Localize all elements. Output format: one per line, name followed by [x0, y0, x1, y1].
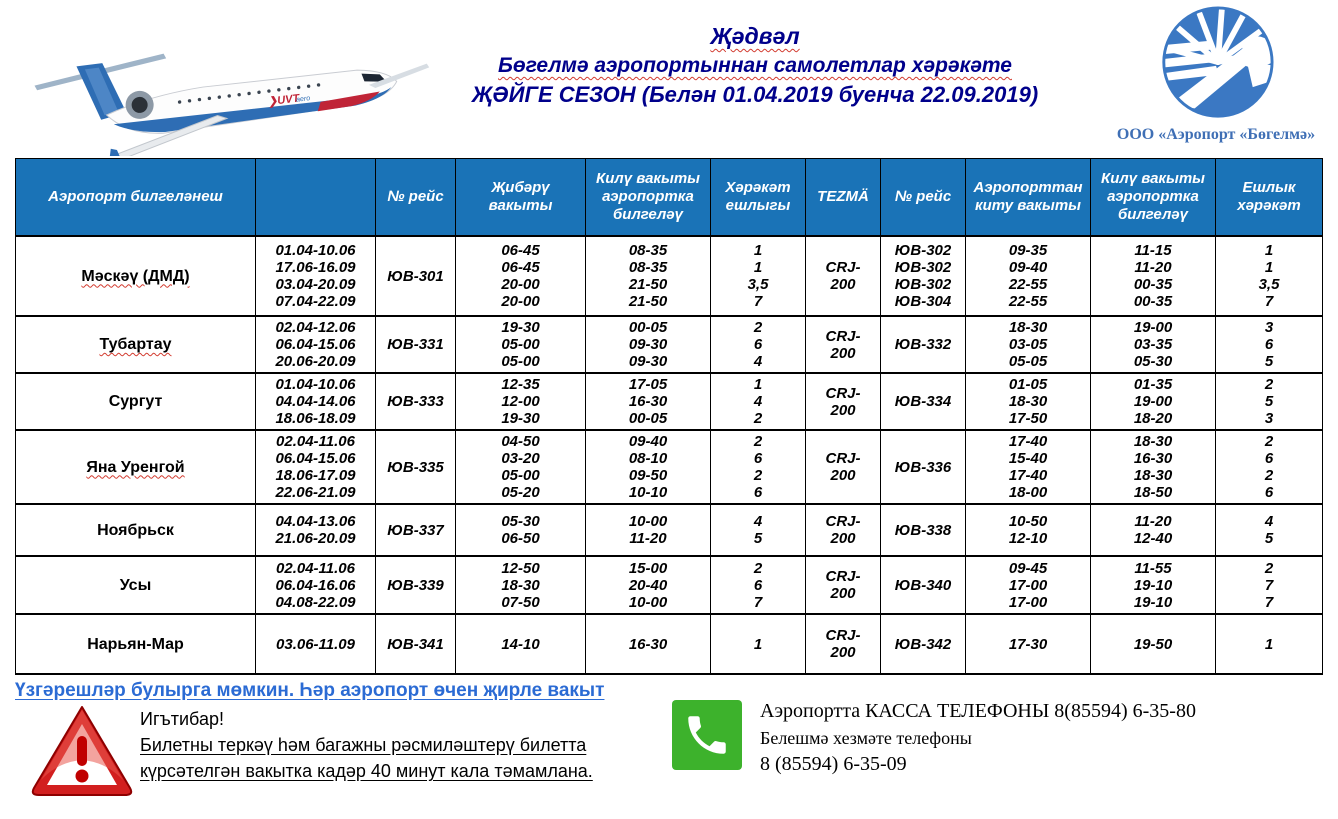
cell-arr-back: 11-55 19-10 19-10	[1091, 556, 1216, 614]
svg-text:aero: aero	[295, 95, 311, 104]
cell-dep-back: 09-45 17-00 17-00	[966, 556, 1091, 614]
column-header-2: № рейс	[376, 159, 456, 237]
column-header-7: № рейс	[881, 159, 966, 237]
cell-arr-back: 18-30 16-30 18-30 18-50	[1091, 430, 1216, 504]
cashdesk-phone: Аэропортта КАССА ТЕЛЕФОНЫ 8(85594) 6-35-80	[760, 700, 1196, 722]
warning-icon	[28, 702, 136, 805]
info-service-phone: 8 (85594) 6-35-09	[760, 753, 907, 775]
cell-aircraft: CRJ- 200	[806, 614, 881, 674]
cell-aircraft: CRJ- 200	[806, 556, 881, 614]
cell-arr-back: 19-00 03-35 05-30	[1091, 316, 1216, 373]
cell-aircraft: CRJ- 200	[806, 504, 881, 556]
cell-dates: 01.04-10.06 04.04-14.06 18.06-18.09	[256, 373, 376, 430]
cell-dates: 03.06-11.09	[256, 614, 376, 674]
cell-arr: 08-35 08-35 21-50 21-50	[586, 236, 711, 316]
cell-dep-back: 17-30	[966, 614, 1091, 674]
attention-line-1: Билетны теркәү һәм багажны рәсмиләштерү билетта	[140, 735, 587, 755]
cell-flight-out: ЮВ-337	[376, 504, 456, 556]
cell-flight-back: ЮВ-342	[881, 614, 966, 674]
column-header-3: Җибәрү вакыты	[456, 159, 586, 237]
schedule-table-body	[16, 236, 1323, 674]
cell-flight-back: ЮВ-332	[881, 316, 966, 373]
cell-freq-back: 4 5	[1216, 504, 1323, 556]
attention-title: Игътибар!	[140, 709, 224, 729]
svg-text:❯UVT: ❯UVT	[267, 92, 300, 109]
cell-dep-back: 09-35 09-40 22-55 22-55	[966, 236, 1091, 316]
cell-freq-back: 2 5 3	[1216, 373, 1323, 430]
column-header-4: Килү вакыты аэропортка билгеләү	[586, 159, 711, 237]
cell-arr-back: 11-20 12-40	[1091, 504, 1216, 556]
cell-city: Сургут	[16, 373, 256, 430]
info-service-label: Белешмә хезмәте телефоны	[760, 728, 972, 748]
cell-city: Яна Уренгой	[16, 430, 256, 504]
cell-arr: 17-05 16-30 00-05	[586, 373, 711, 430]
table-row	[16, 236, 1323, 316]
cell-freq-out: 4 5	[711, 504, 806, 556]
table-row	[16, 316, 1323, 373]
cell-dep: 05-30 06-50	[456, 504, 586, 556]
cell-arr-back: 01-35 19-00 18-20	[1091, 373, 1216, 430]
table-row	[16, 614, 1323, 674]
cell-city: Мәскәү (ДМД)	[16, 236, 256, 316]
cell-freq-back: 2 6 2 6	[1216, 430, 1323, 504]
cell-freq-back: 1 1 3,5 7	[1216, 236, 1323, 316]
cell-freq-out: 2 6 2 6	[711, 430, 806, 504]
cell-aircraft: CRJ- 200	[806, 316, 881, 373]
attention-line-2: күрсәтелгән вакытка кадәр 40 минут кала тәмамлана.	[140, 761, 593, 781]
cell-dep-back: 18-30 03-05 05-05	[966, 316, 1091, 373]
cell-freq-out: 2 6 7	[711, 556, 806, 614]
cell-flight-out: ЮВ-333	[376, 373, 456, 430]
cell-dep-back: 01-05 18-30 17-50	[966, 373, 1091, 430]
cell-city: Усы	[16, 556, 256, 614]
attention-block	[140, 706, 593, 784]
cell-arr: 00-05 09-30 09-30	[586, 316, 711, 373]
airport-logo-icon	[1100, 2, 1332, 124]
cell-flight-out: ЮВ-301	[376, 236, 456, 316]
cell-flight-back: ЮВ-334	[881, 373, 966, 430]
table-row	[16, 556, 1323, 614]
airplane-image	[18, 6, 438, 156]
cell-dep: 19-30 05-00 05-00	[456, 316, 586, 373]
column-header-1	[256, 159, 376, 237]
cell-dates: 02.04-11.06 06.04-16.06 04.08-22.09	[256, 556, 376, 614]
cell-aircraft: CRJ- 200	[806, 373, 881, 430]
cell-dep: 04-50 03-20 05-00 05-20	[456, 430, 586, 504]
cell-arr: 10-00 11-20	[586, 504, 711, 556]
title-line-3: ҖӘЙГЕ СЕЗОН (Белән 01.04.2019 буенча 22.09.2019)	[471, 82, 1039, 107]
title-line-1: Җәдвәл	[710, 23, 800, 49]
logo-caption: ООО «Аэропорт «Бөгелмә»	[1116, 126, 1316, 143]
flight-schedule-table	[15, 158, 1323, 675]
cell-freq-out: 1 4 2	[711, 373, 806, 430]
cell-dep: 12-35 12-00 19-30	[456, 373, 586, 430]
cell-aircraft: CRJ- 200	[806, 430, 881, 504]
changes-note: Үзгәрешләр булырга мөмкин. Һәр аэропорт өчен җирле вакыт	[15, 680, 605, 701]
cell-city: Нарьян-Мар	[16, 614, 256, 674]
cell-freq-back: 2 7 7	[1216, 556, 1323, 614]
cell-flight-out: ЮВ-339	[376, 556, 456, 614]
cell-freq-back: 3 6 5	[1216, 316, 1323, 373]
table-header-row	[16, 159, 1323, 237]
title-line-2: Бөгелмә аэропортыннан самолетлар хәрәкәте	[498, 54, 1012, 77]
page-title	[400, 22, 1110, 109]
cell-aircraft: CRJ- 200	[806, 236, 881, 316]
cell-arr-back: 19-50	[1091, 614, 1216, 674]
cell-dep-back: 10-50 12-10	[966, 504, 1091, 556]
cell-freq-out: 2 6 4	[711, 316, 806, 373]
table-row	[16, 430, 1323, 504]
column-header-6: ТЕZМÄ	[806, 159, 881, 237]
cell-dates: 04.04-13.06 21.06-20.09	[256, 504, 376, 556]
column-header-0: Аэропорт билгеләнеш	[16, 159, 256, 237]
table-row	[16, 504, 1323, 556]
cell-dep-back: 17-40 15-40 17-40 18-00	[966, 430, 1091, 504]
cell-dates: 02.04-12.06 06.04-15.06 20.06-20.09	[256, 316, 376, 373]
column-header-10: Ешлык хәрәкәт	[1216, 159, 1323, 237]
cell-dep: 12-50 18-30 07-50	[456, 556, 586, 614]
cell-arr: 16-30	[586, 614, 711, 674]
column-header-9: Килү вакыты аэропортка билгеләү	[1091, 159, 1216, 237]
cell-city: Ноябрьск	[16, 504, 256, 556]
phone-numbers-block	[760, 698, 1196, 778]
cell-flight-back: ЮВ-336	[881, 430, 966, 504]
cell-dates: 02.04-11.06 06.04-15.06 18.06-17.09 22.06-21.09	[256, 430, 376, 504]
cell-flight-out: ЮВ-335	[376, 430, 456, 504]
cell-city: Тубартау	[16, 316, 256, 373]
cell-arr: 09-40 08-10 09-50 10-10	[586, 430, 711, 504]
column-header-8: Аэропорттан киту вакыты	[966, 159, 1091, 237]
cell-arr-back: 11-15 11-20 00-35 00-35	[1091, 236, 1216, 316]
cell-freq-out: 1	[711, 614, 806, 674]
column-header-5: Хәрәкәт ешлыгы	[711, 159, 806, 237]
airport-logo	[1100, 2, 1332, 144]
cell-dates: 01.04-10.06 17.06-16.09 03.04-20.09 07.04-22.09	[256, 236, 376, 316]
cell-freq-back: 1	[1216, 614, 1323, 674]
cell-flight-back: ЮВ-302 ЮВ-302 ЮВ-302 ЮВ-304	[881, 236, 966, 316]
cell-flight-back: ЮВ-340	[881, 556, 966, 614]
airplane-illustration	[18, 6, 438, 156]
cell-flight-back: ЮВ-338	[881, 504, 966, 556]
phone-icon	[672, 700, 742, 770]
cell-flight-out: ЮВ-331	[376, 316, 456, 373]
cell-dep: 06-45 06-45 20-00 20-00	[456, 236, 586, 316]
cell-flight-out: ЮВ-341	[376, 614, 456, 674]
table-row	[16, 373, 1323, 430]
cell-dep: 14-10	[456, 614, 586, 674]
cell-arr: 15-00 20-40 10-00	[586, 556, 711, 614]
cell-freq-out: 1 1 3,5 7	[711, 236, 806, 316]
footer	[0, 676, 1338, 819]
